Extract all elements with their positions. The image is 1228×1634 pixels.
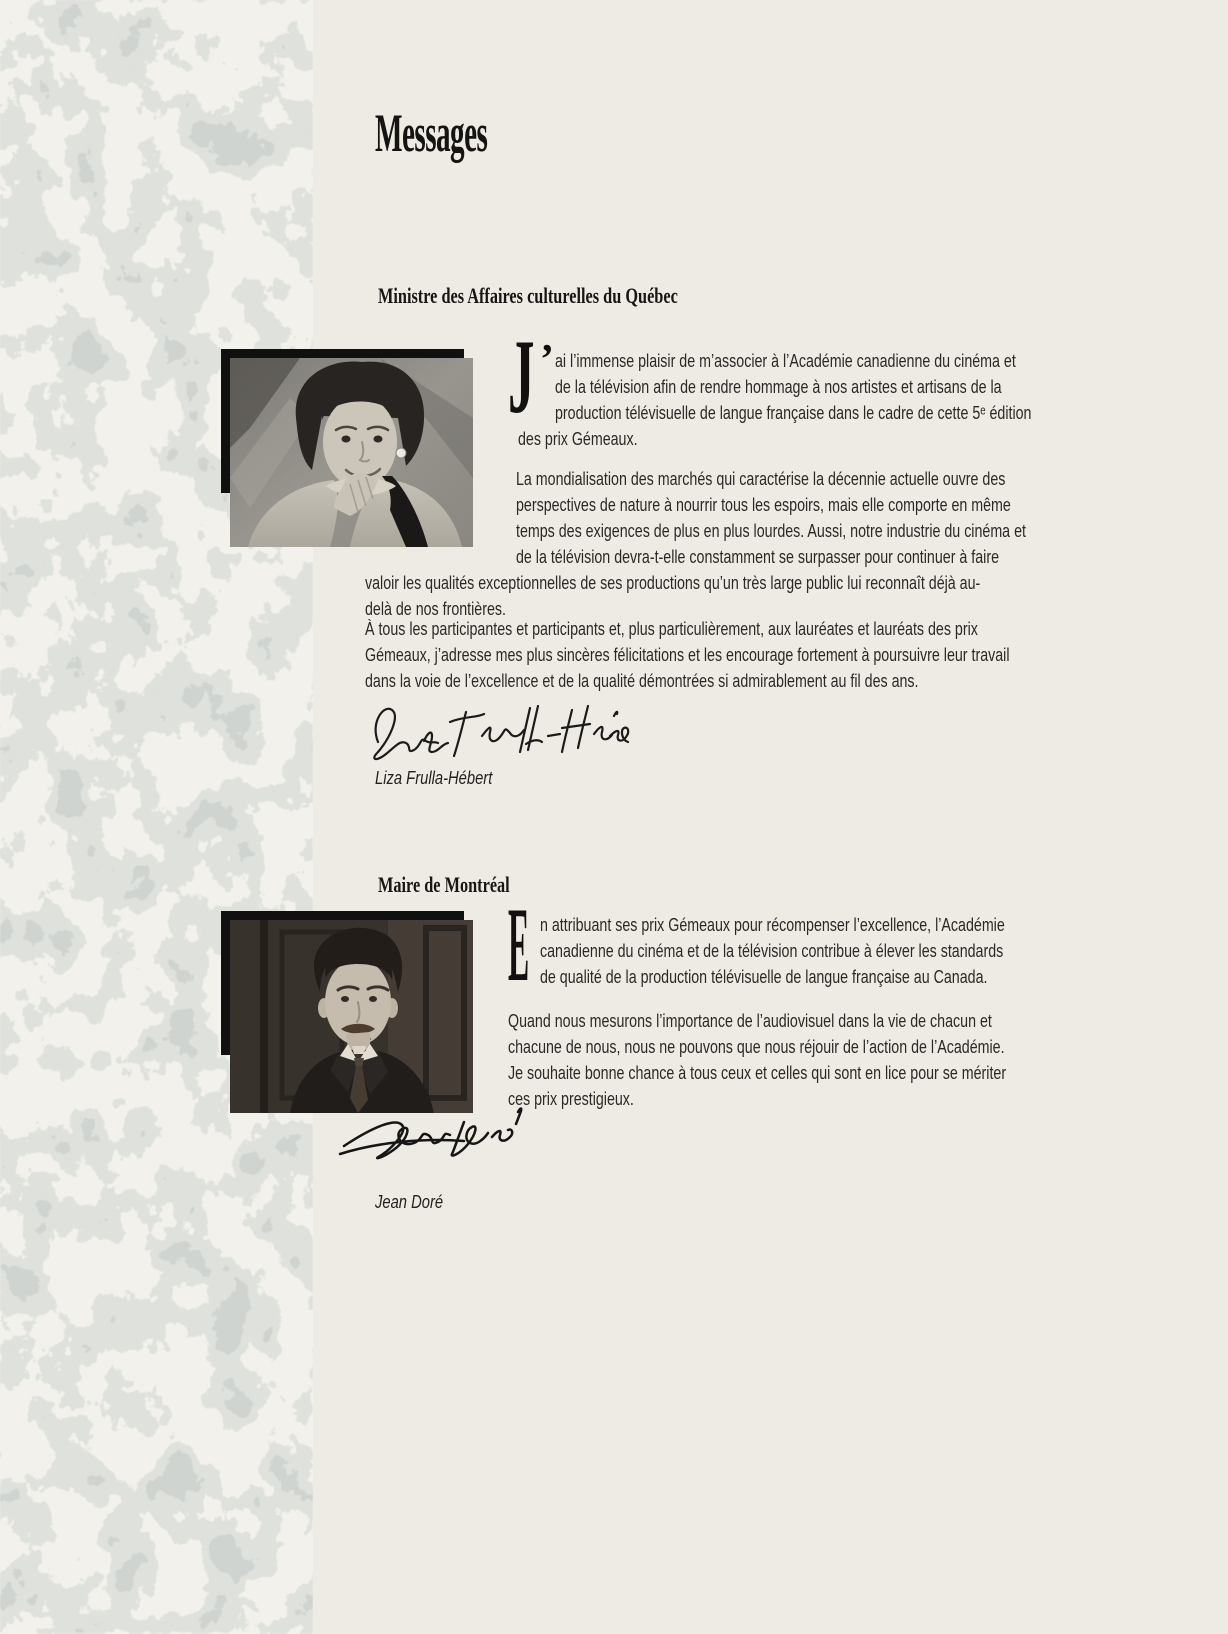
page-title: Messages xyxy=(375,103,488,163)
dropcap-e: E xyxy=(508,886,530,1003)
paragraph-6: Je souhaite bonne chance à tous ceux et celles qui sont en lice pour se mériter ces prix prestigieux. xyxy=(508,1062,1007,1109)
signature-name-jean: Jean Doré xyxy=(375,1192,444,1212)
texture-band xyxy=(0,0,313,1634)
signature-jean-dore xyxy=(338,1096,593,1171)
dropcap-apostrophe: ’ xyxy=(540,337,554,383)
dropcap-j: J xyxy=(508,318,535,435)
signature-liza-frulla-hebert xyxy=(362,696,632,771)
section-heading-ministre: Ministre des Affaires culturelles du Québec xyxy=(378,283,678,308)
paragraph-2: La mondialisation des marchés qui caractérise la décennie actuelle ouvre des perspectives de nature à nourrir tous les espoirs, mais elle comporte en même temps des exigences de plus en plus lourdes. Aussi, notre industrie du cinéma et de la télévision devra-t-elle constamment se surpasser pour continuer à faire valoir les qualités exceptionnelles de ses productions qu’un très large public lui reconnaît déjà au- delà de nos frontières. xyxy=(365,468,1026,619)
signature-name-liza: Liza Frulla-Hébert xyxy=(375,768,493,788)
paragraph-3: À tous les participantes et participants et, plus particulièrement, aux lauréates et lauréats des prix Gémeaux, j’adresse mes plus sincères félicitations et les encourage fortement à poursuivre leur travail dans la voie de l’excellence et de la qualité démontrées si admirablement au fil des ans. xyxy=(365,618,1010,691)
section-heading-maire: Maire de Montréal xyxy=(378,872,510,897)
paragraph-4: E n attribuant ses prix Gémeaux pour récompenser l’excellence, l’Académie canadienne du cinéma et de la télévision contribue à élever les standards de qualité de la production télévisuelle de langue française au Canada. xyxy=(508,886,1005,1003)
paragraph-1: J ’ ai l’immense plaisir de m’associer à l’Académie canadienne du cinéma et de la télévision afin de rendre hommage à nos artistes et artisans de la production télévisuelle de langue française dans le cadre de cette 5ᵉ édition des prix Gémeaux. xyxy=(508,318,1032,449)
paragraph-5: Quand nous mesurons l’importance de l’audiovisuel dans la vie de chacun et chacune de nous, nous ne pouvons que nous réjouir de l’action de l’Académie. xyxy=(508,1010,1005,1057)
portrait-photo-jean-dore xyxy=(230,920,473,1113)
